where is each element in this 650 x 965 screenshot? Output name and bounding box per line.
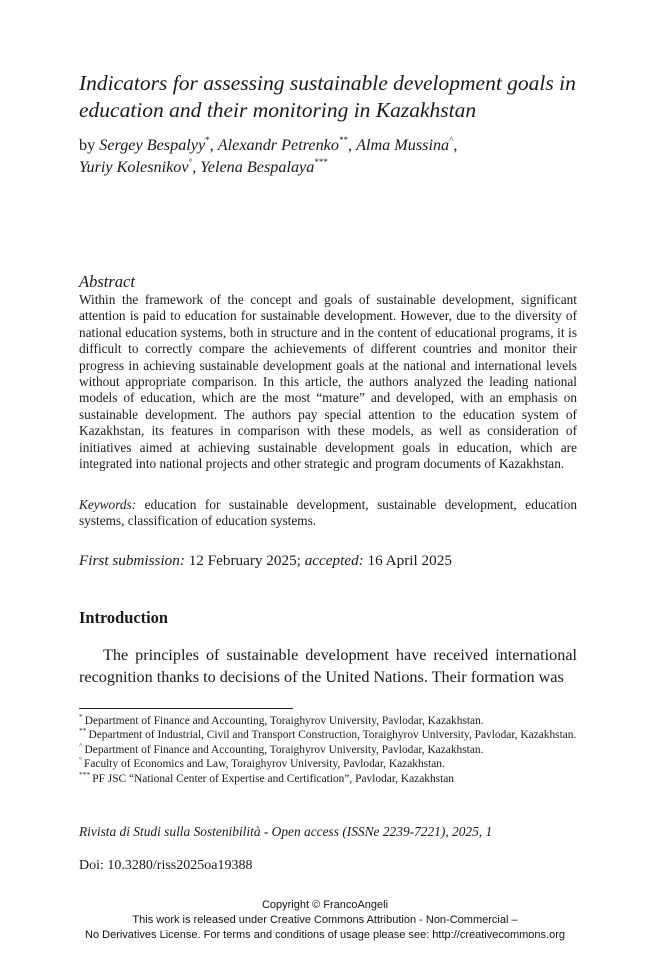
footnote-mark: ° xyxy=(79,755,82,765)
author-5 xyxy=(200,158,328,176)
author-3 xyxy=(356,136,457,154)
author-separator: , xyxy=(209,136,218,154)
footnote-divider xyxy=(79,708,293,709)
author-byline xyxy=(79,135,599,178)
author-mark: ° xyxy=(188,156,193,167)
copyright-notice xyxy=(0,898,650,943)
accepted-label: accepted: xyxy=(304,552,364,569)
author-mark: ^ xyxy=(449,135,454,145)
abstract-heading: Abstract xyxy=(79,272,135,291)
footnote xyxy=(79,757,577,771)
author-mark: *** xyxy=(314,156,328,167)
footnote-text: Department of Finance and Accounting, Toraighyrov University, Pavlodar, Kazakhstan. xyxy=(84,715,484,727)
doi: Doi: 10.3280/riss2025oa19388 xyxy=(79,858,253,873)
copyright-line: Copyright © FrancoAngeli xyxy=(261,899,389,911)
footnote xyxy=(79,740,577,757)
author-separator: , xyxy=(192,157,201,176)
license-line: This work is released under Creative Commons Attribution - Non-Commercial – xyxy=(132,914,518,926)
byline-prefix: by xyxy=(79,136,96,154)
footnote xyxy=(79,728,577,742)
footnote xyxy=(79,769,577,786)
author-name: Yelena Bespalaya xyxy=(200,157,315,176)
first-submission-date: 12 February 2025; xyxy=(184,552,305,569)
author-2 xyxy=(218,136,356,154)
submission-dates xyxy=(79,551,577,570)
author-mark: ** xyxy=(338,135,348,145)
footnote-text: PF JSC “National Center of Expertise and Certification”, Pavlodar, Kazakhstan xyxy=(92,772,454,785)
author-separator: , xyxy=(347,136,357,154)
footnote-mark: * xyxy=(79,712,83,721)
accepted-date: 16 April 2025 xyxy=(363,552,452,569)
article-title: Indicators for assessing sustainable development goals in education and their monitoring in Kazakhstan xyxy=(79,71,576,122)
author-mark: * xyxy=(205,135,210,145)
author-4 xyxy=(79,158,200,176)
footnote-text: Department of Industrial, Civil and Transport Construction, Toraighyrov University, Pavlodar, Kazakhstan. xyxy=(88,729,577,742)
first-submission-label: First submission: xyxy=(79,552,185,569)
footnote xyxy=(79,714,577,728)
footnote-mark: ^ xyxy=(79,740,83,750)
author-name: Alexandr Petrenko xyxy=(217,136,339,154)
author-name: Sergey Bespalyy xyxy=(99,136,206,154)
journal-citation: Rivista di Studi sulla Sostenibilità - Open access (ISSNe 2239-7221), 2025, 1 xyxy=(79,824,493,839)
keywords-label: Keywords: xyxy=(79,497,137,512)
keywords xyxy=(79,497,577,530)
author-name: Yuriy Kolesnikov xyxy=(79,157,189,176)
footnote-mark: *** xyxy=(79,769,91,779)
license-terms-line: No Derivatives License. For terms and conditions of usage please see: http://creativecommons.org xyxy=(85,929,565,941)
author-1 xyxy=(99,136,218,154)
footnotes xyxy=(79,714,577,786)
keywords-text: education for sustainable development, sustainable development, education systems, classification of education systems. xyxy=(79,497,577,529)
author-separator: , xyxy=(453,136,458,154)
abstract-text: Within the framework of the concept and goals of sustainable development, significant attention is paid to education for sustainable development. However, due to the diversity of national education systems, both in structure and in the content of educational programs, it is difficult to correctly compare the achievements of different countries and monitor their progress in achieving sustainable development goals at the national and international levels without appropriate comparison. In this article, the authors analyzed the leading national models of education, which are the most “mature” and developed, with an emphasis on sustainable development. The authors pay special attention to the education system of Kazakhstan, its features in comparison with these models, as well as consideration of initiatives aimed at achieving sustainable development goals in education, which are integrated into national projects and other strategic and program documents of Kazakhstan. xyxy=(79,292,577,472)
author-name: Alma Mussina xyxy=(356,136,450,154)
footnote-text: Department of Finance and Accounting, Toraighyrov University, Pavlodar, Kazakhstan. xyxy=(84,743,484,756)
introduction-text: The principles of sustainable development have received international recognition thanks to decisions of the United Nations. Their formation was xyxy=(79,646,577,686)
introduction-heading: Introduction xyxy=(79,608,168,627)
footnote-text: Faculty of Economics and Law, Toraighyrov University, Pavlodar, Kazakhstan. xyxy=(84,758,445,771)
footnote-mark: ** xyxy=(79,726,87,736)
